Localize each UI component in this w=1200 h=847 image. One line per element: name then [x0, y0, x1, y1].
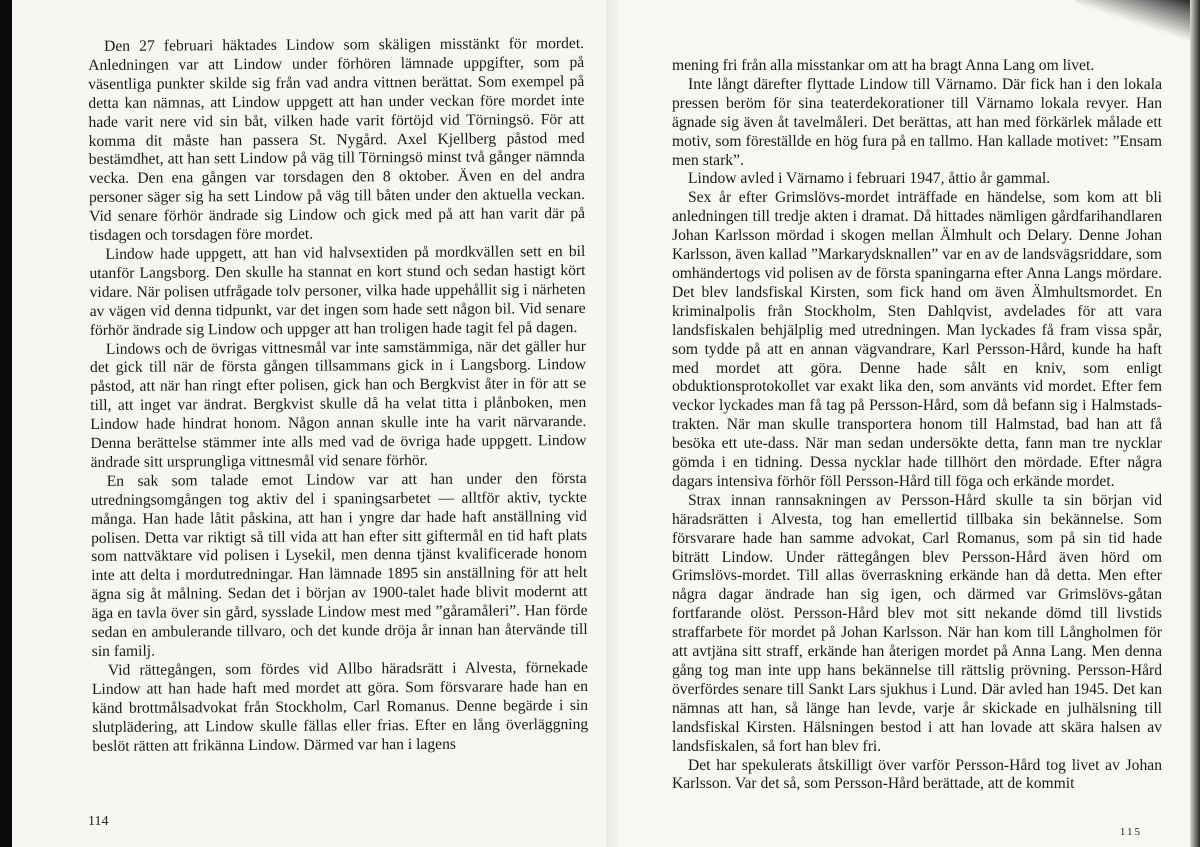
right-page	[618, 0, 1196, 847]
left-page-number: 114	[88, 814, 109, 829]
left-text-block	[88, 35, 588, 756]
right-paragraph-5: Det har spekulerats åtskilligt över varför Persson-Hård tog livet av Johan Karlsson. Var det så, som Persson-Hård berättade, att de kommit	[672, 756, 1162, 793]
page-edge	[1190, 0, 1200, 847]
left-paragraph-2: Lindow hade uppgett, att han vid halvsextiden på mordkvällen sett en bil utanför Langsborg. Den skulle ha stannat en kort stund och sedan hastigt kört vidare. När polisen utfrågade tolv personer, vilka hade uppehållit sig i närheten av vägen vid denna tidpunkt, var det ingen som hade sett någon bil. Vid senare förhör ändrade sig Lindow och uppger att han troligen hade tagit fel på dagen.	[89, 242, 586, 339]
right-page-number: 115	[1119, 826, 1142, 838]
right-paragraph-2: Lindow avled i Värnamo i februari 1947, åttio år gammal.	[688, 170, 1051, 188]
left-page	[12, 0, 618, 847]
page-corner-shadow	[1076, 0, 1196, 40]
right-continuation: mening fri från alla misstankar om att ha bragt Anna Lang om livet.	[672, 57, 1095, 74]
left-paragraph-3: Lindows och de övrigas vittnesmål var inte samstämmiga, när det gäller hur det gick till när de första gången tillsammans gick in i Langsborg. Lindow påstod, att när han ringt efter polisen, gick han och Bergkvist åter in för att se till, att inget var ändrat. Bergkvist skulle då ha velat titta i plånboken, men Lindow hade hindrat honom. Någon annan skulle inte ha varit närvarande. Denna berättelse stämmer inte alls med vad de övriga hade uppgett. Lindow ändrade sitt ursprungliga vittnesmål vid senare förhör.	[89, 337, 587, 471]
right-paragraph-3: Sex år efter Grimslövs-mordet inträffade en händelse, som kom att bli anledningen till tredje akten i dramat. Då hittades nämligen gårdfarihandlaren Johan Karlsson mördad i skogen mellan Älmhult och Delary. Denne Johan Karlsson, även kallad ”Markarydsknallen” var en av de landsvägsriddare, som omhändertogs vid polisen av de första spaningarna efter Anna Langs mördare. Det blev landsfiskal Kirsten, som fick hand om även Älmhultsmordet. En kriminalpolis från Stockholm, Sten Dahlqvist, avdelades för att vara landsfiskalen behjälplig med utredningen. Man lyckades få fram vissa spår, som tydde på att en annan vägvandrare, Karl Persson-Hård, kunde ha haft med mordet att göra. Denne hade sålt en kniv, som enligt obduktionsprotokollet var exakt lika den, som använts vid mordet. Efter fem veckor lyckades man få tag på Persson-Hård, som då befann sig i Halmstads-trakten. När man skulle transportera honom till Halmstad, bad han att få besöka ett ute-dass. När man sedan undersökte detta, fann man tre nycklar gömda i en tidning. Dessa nycklar hade tillhört den mördade. Efter några dagars intensiva förhör föll Persson-Hård till föga och erkände mordet.	[672, 189, 1162, 490]
left-paragraph-4: En sak som talade emot Lindow var att han under den första utredningsomgången tog aktiv del i spaningsarbetet — alltför aktiv, tyckte många. Han hade låtit påskina, att han i yngre dar hade haft anställning vid polisen. Detta var riktigt så till vida att han efter sitt giftermål en tid haft plats som nattväktare vid polisen i Lysekil, men denna tjänst kvalificerade honom inte att delta i mordutredningar. Han lämnade 1895 sin anställning för att helt ägna sig åt målning. Sedan det i början av 1900-talet hade blivit modernt att äga en tavla över sin gård, sysslade Lindow mest med ”gåramåleri”. Han förde sedan en ambulerande tillvaro, och det kunde dröja år innan han återvände till sin familj.	[90, 469, 588, 660]
right-paragraph-4: Strax innan rannsakningen av Persson-Hård skulle ta sin början vid häradsrätten i Alvesta, tog han emellertid tillbaka sin bekännelse. Som försvarare hade han samme advokat, Carl Romanus, som på sin tid hade biträtt Lindow. Under rättegången blev Persson-Hård även hörd om Grimslövs-mordet. Till allas överraskning erkände han då detta. Men efter några dagar ändrade han sig igen, och därmed var Grimslövs-gåtan fortfarande olöst. Persson-Hård blev mot sitt nekande dömd till livstids straffarbete för mordet på Johan Karlsson. När han kom till Långholmen för att avtjäna sitt straff, erkände han återigen mordet på Anna Lang. Men denna gång tog man inte upp hans bekännelse till rättslig prövning. Persson-Hård överfördes senare till Sankt Lars sjukhus i Lund. Där avled han 1945. Det kan nämnas att han, så länge han levde, varje år skickade en julhälsning till landsfiskal Kirsten. Hälsningen bestod i att han lovade att skära halsen av landsfiskalen, så fort han blev fri.	[672, 491, 1162, 755]
right-text-block	[672, 57, 1162, 794]
left-paragraph-1: Den 27 februari häktades Lindow som skäligen misstänkt för mordet. Anledningen var att Lindow under förhören lämnade uppgifter, som på väsentliga punkter skilde sig från vad andra vittnen berättat. Som exempel på detta kan nämnas, att Lindow uppgett att han under veckan före mordet inte hade varit nere vid sin båt, vilken hade varit förtöjd vid Törningsö. För att komma dit måste han passera St. Nygård. Axel Kjellberg påstod med bestämdhet, att han sett Lindow på väg till Törningsö minst två gånger nämnda vecka. Den ena gången var torsdagen den 8 oktober. Även en del andra personer säger sig ha sett Lindow på väg till båten under den aktuella veckan. Vid senare förhör ändrade sig Lindow och gick med på att han varit där på tisdagen och torsdagen före mordet.	[88, 34, 586, 245]
left-paragraph-5: Vid rättegången, som fördes vid Allbo häradsrätt i Alvesta, förnekade Lindow att han hade haft med mordet att göra. Som försvarare hade han en känd brottmålsadvokat från Stockholm, Carl Romanus. Denne begärde i sin slutplädering, att Lindow skulle fällas eller frias. Efter en lång överläggning beslöt rätten att frikänna Lindow. Därmed var han i lagens	[91, 658, 589, 755]
right-paragraph-1: Inte långt därefter flyttade Lindow till Värnamo. Där fick han i den lokala pressen beröm för sina teaterdekorationer till Värnamo lokala revyer. Han ägnade sig även åt tavelmåleri. Det berättas, att han med förkärlek målade ett motiv, som föreställde en hög fura på en tallmo. Han kallade motivet: ”Ensam men stark”.	[672, 75, 1162, 169]
